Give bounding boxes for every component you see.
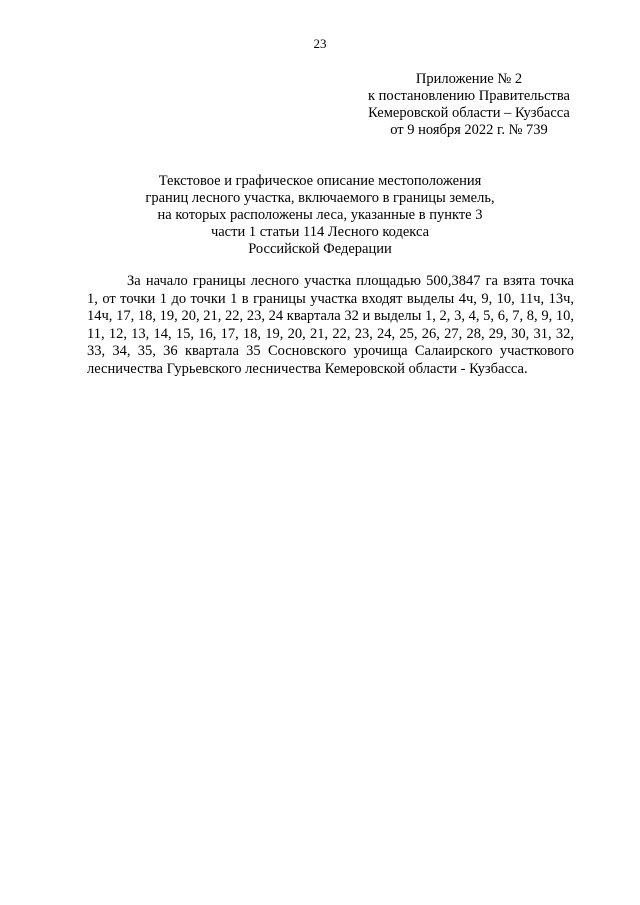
page-number: 23: [313, 36, 327, 51]
appendix-header: [330, 71, 608, 139]
title-line-2: границ лесного участка, включаемого в границы земель,: [145, 190, 495, 206]
appendix-line-3: Кемеровской области – Кузбасса: [368, 105, 570, 121]
title-line-4: части 1 статьи 114 Лесного кодекса: [210, 224, 430, 240]
document-title: [100, 173, 540, 258]
appendix-line-4: от 9 ноября 2022 г. № 739: [390, 122, 548, 138]
title-line-1: Текстовое и графическое описание местоположения: [158, 173, 482, 189]
appendix-line-1: Приложение № 2: [415, 71, 523, 87]
body-paragraph: За начало границы лесного участка площадью 500,3847 га взята точка 1, от точки 1 до точки 1 в границы участка входят выделы 4ч, 9, 10, 11ч, 13ч, 14ч, 17, 18, 19, 20, 21, 22, 23, 24 квартала 32 и выделы 1, 2, 3, 4, 5, 6, 7, 8, 9, 10, 11, 12, 13, 14, 15, 16, 17, 18, 19, 20, 21, 22, 23, 24, 25, 26, 27, 28, 29, 30, 31, 32, 33, 34, 35, 36 квартала 35 Сосновского урочища Салаирского участкового лесничества Гурьевского лесничества Кемеровской области - Кузбасса.: [87, 273, 574, 377]
title-line-5: Российской Федерации: [248, 241, 392, 257]
title-line-3: на которых расположены леса, указанные в пункте 3: [157, 207, 483, 223]
appendix-line-2: к постановлению Правительства: [368, 88, 570, 104]
